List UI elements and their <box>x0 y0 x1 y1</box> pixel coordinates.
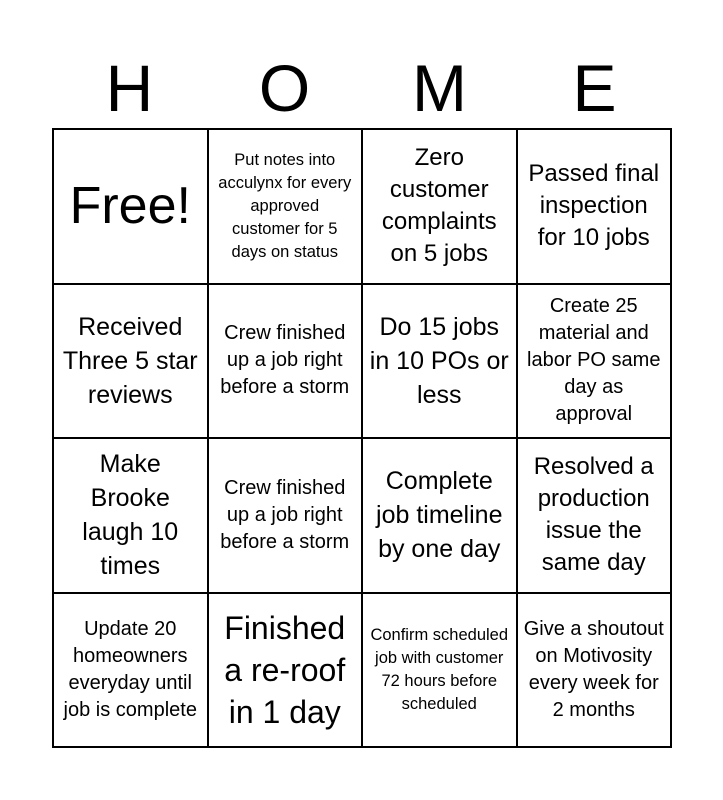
cell-text: Make Brooke laugh 10 times <box>82 450 179 581</box>
bingo-cell[interactable] <box>518 594 673 749</box>
header-letter-o: O <box>258 51 311 125</box>
cell-text: Update 20 homeowners everyday until job is complete <box>63 617 197 721</box>
header-letter-e: E <box>572 51 617 125</box>
header-letter-m: M <box>412 51 467 125</box>
bingo-cell[interactable] <box>54 439 209 594</box>
bingo-board <box>52 128 672 748</box>
cell-text: Finished a re-roof in 1 day <box>224 609 346 730</box>
bingo-cell-free[interactable] <box>54 130 209 285</box>
cell-text: Confirm scheduled job with customer 72 hours before scheduled <box>370 625 509 713</box>
bingo-cell[interactable] <box>209 439 364 594</box>
cell-text: Resolved a production issue the same day <box>533 453 654 577</box>
cell-text: Passed final inspection for 10 jobs <box>528 160 660 252</box>
bingo-header <box>52 48 672 128</box>
bingo-cell[interactable] <box>518 130 673 285</box>
bingo-cell[interactable] <box>363 130 518 285</box>
bingo-cell[interactable] <box>209 285 364 440</box>
bingo-cell[interactable] <box>518 439 673 594</box>
bingo-cell[interactable] <box>363 439 518 594</box>
bingo-cell[interactable] <box>363 285 518 440</box>
cell-text: Put notes into acculynx for every approved customer for 5 days on status <box>218 150 352 261</box>
header-letter-h: H <box>105 51 154 125</box>
cell-text: Do 15 jobs in 10 POs or less <box>369 312 509 409</box>
cell-text: Create 25 material and labor PO same day as approval <box>527 295 661 426</box>
bingo-cell[interactable] <box>54 285 209 440</box>
bingo-cell[interactable] <box>54 594 209 749</box>
cell-text: Zero customer complaints on 5 jobs <box>381 144 497 268</box>
bingo-cell[interactable] <box>209 130 364 285</box>
cell-text: Crew finished up a job right before a storm <box>220 322 350 399</box>
bingo-cell[interactable] <box>518 285 673 440</box>
cell-text: Give a shoutout on Motivosity every week for 2 months <box>523 617 664 721</box>
cell-text: Crew finished up a job right before a storm <box>220 476 350 553</box>
cell-text: Complete job timeline by one day <box>376 467 503 564</box>
cell-text: Free! <box>69 177 191 236</box>
bingo-cell[interactable] <box>209 594 364 749</box>
bingo-cell[interactable] <box>363 594 518 749</box>
cell-text: Received Three 5 star reviews <box>62 312 198 409</box>
